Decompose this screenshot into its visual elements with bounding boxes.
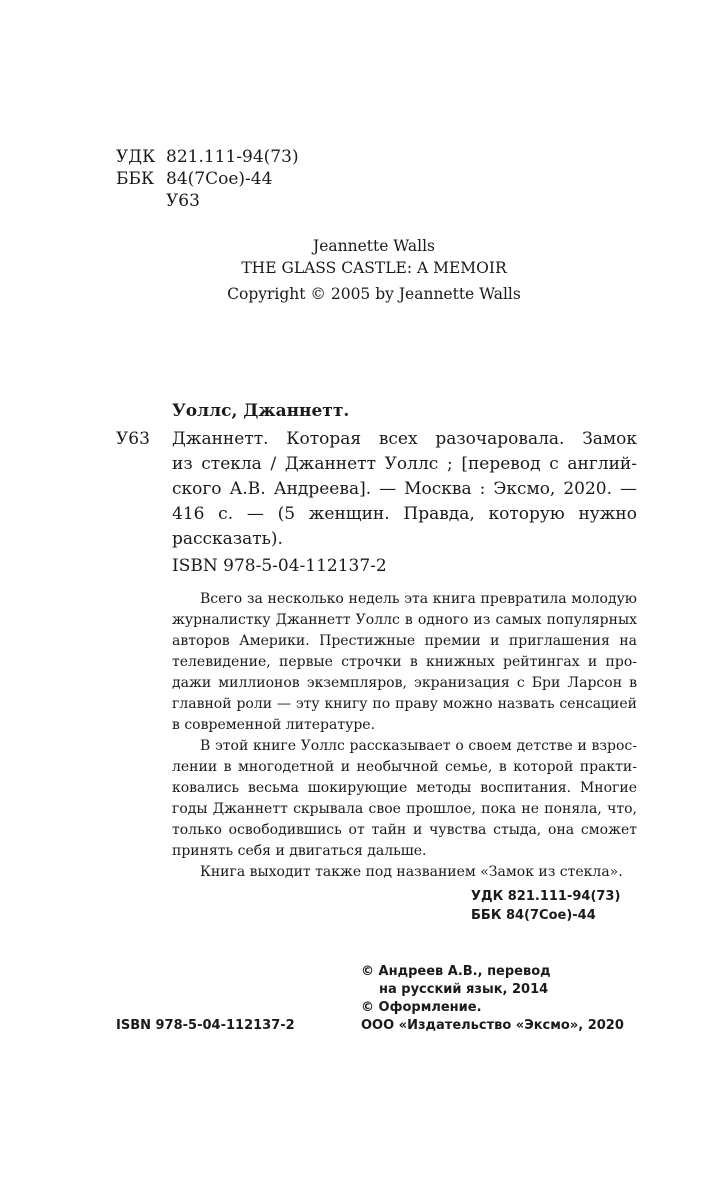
annotation-line: журналистку Джаннетт Уоллс в одного из самых популярных [172,612,637,628]
udk-value: 821.111-94(73) [166,147,299,167]
annotation-line: В этой книге Уоллс рассказывает о своем детстве и взрос- [200,738,637,754]
annotation-line: лении в многодетной и необычной семье, в которой практи- [172,759,637,775]
translation-copyright: © Андреев А.В., перевод [361,964,551,979]
annotation-line: авторов Америки. Престижные премии и приглашения на [172,633,637,649]
annotation [172,589,637,883]
annotation-line: годы Джаннетт скрывала свое прошлое, пока не поняла, что, [172,801,637,817]
original-author: Jeannette Walls [312,237,436,255]
record-line: из стекла / Джаннетт Уоллс ; [перевод с англий- [172,454,637,474]
udk-label: УДК [116,147,156,167]
record-line: 416 с. — (5 женщин. Правда, которую нужно [172,504,637,524]
bbk-value: 84(7Сое)-44 [166,169,273,189]
annotation-line: главной роли — эту книгу по праву можно назвать сенсацией [172,696,637,712]
record-line: Джаннетт. Которая всех разочаровала. Замок [172,429,637,449]
annotation-line: только освободившись от тайн и чувства стыда, она сможет [172,822,637,838]
author-mark: У63 [166,191,200,211]
record-index: У63 [116,429,150,449]
bottom-udk: УДК 821.111-94(73) [471,889,621,904]
bottom-bbk: ББК 84(7Сое)-44 [471,908,596,923]
annotation-line: принять себя и двигаться дальше. [172,843,427,859]
original-copyright: Copyright © 2005 by Jeannette Walls [227,285,521,303]
classification-block [116,146,336,212]
record-description [172,427,637,552]
record-author-heading: Уоллс, Джаннетт. [172,401,350,421]
annotation-line: в современной литературе. [172,717,376,733]
bbk-label: ББК [116,169,155,189]
publisher-copyright: ООО «Издательство «Эксмо», 2020 [361,1018,624,1033]
translation-copyright-cont: на русский язык, 2014 [379,982,549,997]
annotation-line: Всего за несколько недель эта книга превратила молодую [200,591,637,607]
annotation-line: дажи миллионов экземпляров, экранизация с Бри Ларсон в [172,675,637,691]
bottom-isbn: ISBN 978-5-04-112137-2 [116,1018,295,1033]
record-isbn: ISBN 978-5-04-112137-2 [172,556,387,576]
annotation-line: Книга выходит также под названием «Замок из стекла». [200,864,623,880]
design-copyright: © Оформление. [361,1000,482,1015]
original-title: THE GLASS CASTLE: A MEMOIR [241,259,507,277]
record-line: рассказать). [172,529,283,549]
annotation-line: телевидение, первые строчки в книжных рейтингах и про- [172,654,637,670]
annotation-line: ковались весьма шокирующие методы воспитания. Многие [172,780,637,796]
record-line: ского А.В. Андреева]. — Москва : Эксмо, 2020. — [172,479,637,499]
